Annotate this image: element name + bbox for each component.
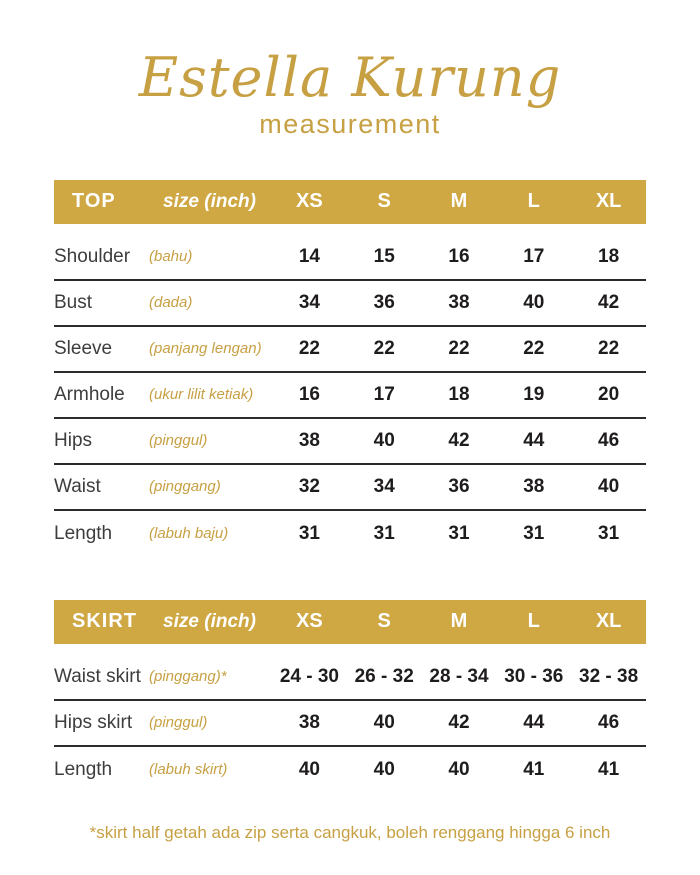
- size-value: 32 - 38: [579, 665, 639, 687]
- size-value: 22: [448, 337, 470, 359]
- size-value: 16: [448, 245, 470, 267]
- top-table-rows: [54, 224, 646, 557]
- size-value: 42: [448, 429, 470, 451]
- size-value: 17: [523, 245, 545, 267]
- row-label: Hips skirt: [54, 711, 133, 733]
- table-row: [54, 465, 646, 511]
- skirt-table-header-band: [54, 600, 646, 644]
- table-row: [54, 511, 646, 557]
- size-value: 44: [523, 711, 545, 733]
- size-value: 46: [598, 429, 620, 451]
- size-value: 15: [373, 245, 395, 267]
- row-label-malay: (pinggul): [149, 432, 208, 450]
- page-title: Estella Kurung: [138, 46, 562, 109]
- size-column-header-s: S: [377, 610, 391, 633]
- size-value: 18: [448, 383, 470, 405]
- size-value: 34: [373, 475, 395, 497]
- size-value: 40: [298, 758, 320, 780]
- table-name: TOP: [72, 190, 116, 213]
- row-label-malay: (labuh baju): [149, 525, 229, 543]
- size-value: 18: [598, 245, 620, 267]
- row-label-malay: (bahu): [149, 248, 193, 266]
- row-label: Waist skirt: [54, 665, 141, 687]
- size-value: 42: [598, 291, 620, 313]
- row-label: Sleeve: [54, 337, 113, 359]
- size-value: 40: [373, 758, 395, 780]
- row-label: Hips: [54, 429, 93, 451]
- size-value: 41: [523, 758, 545, 780]
- skirt-size-table: [54, 600, 646, 793]
- size-value: 22: [598, 337, 620, 359]
- size-value: 38: [523, 475, 545, 497]
- top-size-table: [54, 180, 646, 557]
- row-label: Bust: [54, 291, 93, 313]
- size-value: 31: [523, 522, 545, 544]
- size-value: 40: [373, 429, 395, 451]
- size-value: 26 - 32: [354, 665, 414, 687]
- size-value: 40: [523, 291, 545, 313]
- row-label: Waist: [54, 475, 101, 497]
- page-subtitle: measurement: [259, 108, 441, 139]
- size-value: 40: [373, 711, 395, 733]
- size-value: 22: [523, 337, 545, 359]
- size-value: 36: [373, 291, 395, 313]
- row-label-malay: (labuh skirt): [149, 761, 228, 779]
- size-value: 38: [298, 711, 320, 733]
- size-value: 28 - 34: [429, 665, 489, 687]
- table-row: [54, 235, 646, 281]
- size-value: 40: [598, 475, 620, 497]
- size-value: 42: [448, 711, 470, 733]
- size-value: 14: [298, 245, 320, 267]
- size-value: 32: [298, 475, 320, 497]
- row-label-malay: (panjang lengan): [149, 340, 262, 358]
- size-value: 22: [373, 337, 395, 359]
- table-row: [54, 327, 646, 373]
- row-label-malay: (dada): [149, 294, 193, 312]
- size-value: 20: [598, 383, 620, 405]
- size-value: 38: [448, 291, 470, 313]
- size-column-header-m: M: [450, 610, 468, 633]
- table-row: [54, 747, 646, 793]
- table-row: [54, 419, 646, 465]
- size-column-header-l: L: [527, 610, 540, 633]
- size-value: 41: [598, 758, 620, 780]
- size-value: 31: [298, 522, 320, 544]
- row-label: Length: [54, 522, 113, 544]
- size-column-header-xl: XL: [595, 610, 622, 633]
- size-value: 30 - 36: [504, 665, 564, 687]
- row-label-malay: (pinggul): [149, 714, 208, 732]
- size-value: 24 - 30: [279, 665, 339, 687]
- size-column-header-l: L: [527, 190, 540, 213]
- size-value: 44: [523, 429, 545, 451]
- row-label-malay: (pinggang): [149, 478, 221, 496]
- size-unit-label: size (inch): [163, 610, 256, 632]
- size-value: 16: [298, 383, 320, 405]
- row-label: Shoulder: [54, 245, 131, 267]
- row-label-malay: (ukur lilit ketiak): [149, 386, 254, 404]
- size-value: 36: [448, 475, 470, 497]
- size-column-header-xs: XS: [296, 610, 323, 633]
- size-value: 34: [298, 291, 320, 313]
- size-column-header-m: M: [450, 190, 468, 213]
- table-row: [54, 701, 646, 747]
- footnote: *skirt half getah ada zip serta cangkuk, boleh renggang hingga 6 inch: [89, 822, 611, 842]
- size-column-header-s: S: [377, 190, 391, 213]
- row-label-malay: (pinggang)*: [149, 668, 227, 686]
- size-value: 19: [523, 383, 545, 405]
- size-value: 46: [598, 711, 620, 733]
- size-value: 22: [298, 337, 320, 359]
- table-name: SKIRT: [72, 610, 137, 633]
- size-value: 31: [598, 522, 620, 544]
- table-row: [54, 655, 646, 701]
- size-value: 31: [373, 522, 395, 544]
- top-table-header-band: [54, 180, 646, 224]
- size-value: 38: [298, 429, 320, 451]
- page-header: [0, 0, 700, 140]
- row-label: Length: [54, 758, 113, 780]
- table-row: [54, 281, 646, 327]
- size-unit-label: size (inch): [163, 190, 256, 212]
- row-label: Armhole: [54, 383, 125, 405]
- size-column-header-xs: XS: [296, 190, 323, 213]
- size-value: 31: [448, 522, 470, 544]
- size-value: 17: [373, 383, 395, 405]
- table-row: [54, 373, 646, 419]
- skirt-table-rows: [54, 644, 646, 793]
- size-column-header-xl: XL: [595, 190, 622, 213]
- size-value: 40: [448, 758, 470, 780]
